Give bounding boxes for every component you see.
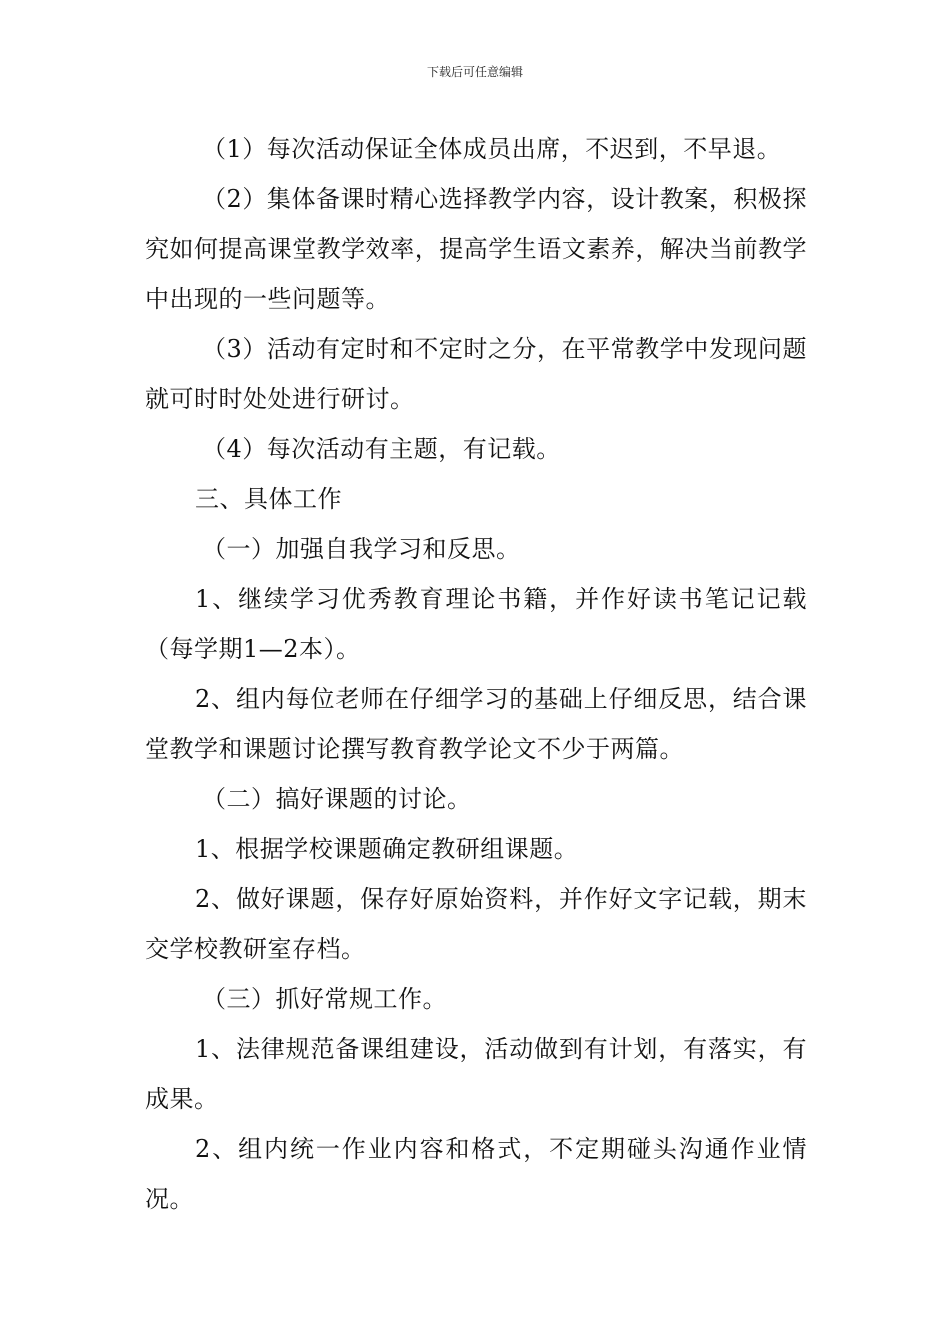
paragraph-item-3-1: 1、法律规范备课组建设，活动做到有计划，有落实，有成果。: [145, 1035, 807, 1113]
paragraph-item-2-2: 2、做好课题，保存好原始资料，并作好文字记载，期末交学校教研室存档。: [145, 885, 807, 963]
paragraph-rule-4: （4）每次活动有主题，有记载。: [202, 435, 561, 463]
subsection-heading-3: （三）抓好常规工作。: [202, 985, 447, 1013]
paragraph-item-1-2: 2、组内每位老师在仔细学习的基础上仔细反思，结合课堂教学和课题讨论撰写教育教学论文不少于两篇。: [145, 685, 807, 763]
paragraph-item-1-1: 1、继续学习优秀教育理论书籍，并作好读书笔记记载（每学期1—2本）。: [145, 585, 807, 663]
section-heading-specific-work: 三、具体工作: [195, 485, 342, 513]
paragraph-rule-3: （3）活动有定时和不定时之分，在平常教学中发现问题就可时时处处进行研讨。: [145, 335, 807, 413]
paragraph-rule-1: （1）每次活动保证全体成员出席，不迟到，不早退。: [202, 135, 782, 163]
page-header: 下载后可任意编辑: [426, 65, 523, 79]
subsection-heading-1: （一）加强自我学习和反思。: [202, 535, 521, 563]
document-body: [145, 124, 807, 1224]
paragraph-rule-2: （2）集体备课时精心选择教学内容，设计教案，积极探究如何提高课堂教学效率，提高学生语文素养，解决当前教学中出现的一些问题等。: [145, 185, 807, 313]
subsection-heading-2: （二）搞好课题的讨论。: [202, 785, 472, 813]
paragraph-item-2-1: 1、根据学校课题确定教研组课题。: [195, 835, 579, 863]
paragraph-item-3-2: 2、组内统一作业内容和格式，不定期碰头沟通作业情况。: [145, 1135, 807, 1213]
